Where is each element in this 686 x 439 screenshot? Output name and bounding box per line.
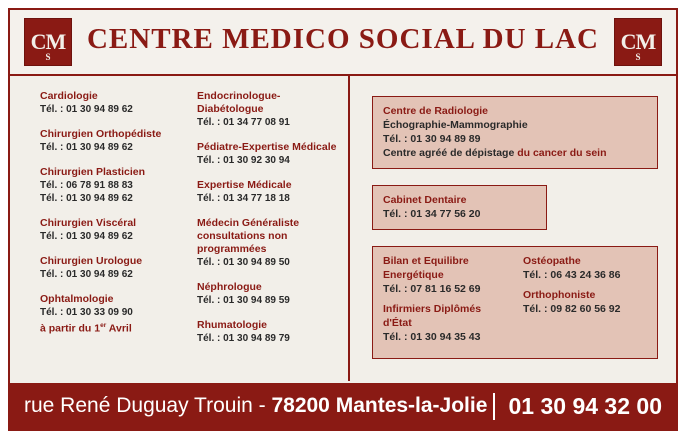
specialty-name: Chirurgien Orthopédiste bbox=[40, 128, 162, 140]
specialty-phone: Tél. : 01 30 94 89 79 bbox=[197, 333, 290, 344]
list-item bbox=[197, 179, 340, 205]
list-item bbox=[197, 281, 340, 307]
signboard bbox=[8, 8, 678, 431]
main-phone: 01 30 94 32 00 bbox=[493, 393, 662, 420]
address bbox=[24, 394, 493, 418]
specialty-name: Chirurgien Viscéral bbox=[40, 217, 137, 229]
logo-left-mark: CM bbox=[30, 29, 66, 54]
radiology-accreditation-black: Centre agréé de dépistage bbox=[383, 147, 518, 159]
specialties-section bbox=[10, 76, 350, 381]
list-item bbox=[40, 90, 183, 116]
specialty-phone: Tél. : 01 30 94 89 62 bbox=[40, 269, 133, 280]
logo-left bbox=[24, 18, 72, 66]
logo-right bbox=[614, 18, 662, 66]
address-city: 78200 Mantes-la-Jolie bbox=[271, 394, 488, 417]
list-item bbox=[40, 293, 183, 336]
specialty-name: Chirurgien Plasticien bbox=[40, 166, 146, 178]
specialties-column-2 bbox=[197, 90, 340, 381]
paramedical-column-right bbox=[523, 254, 647, 350]
dental-box bbox=[372, 185, 547, 230]
list-item bbox=[523, 254, 647, 282]
list-item bbox=[40, 166, 183, 205]
service-phone: Tél. : 07 81 16 52 69 bbox=[383, 283, 481, 295]
list-item bbox=[383, 254, 507, 296]
footer bbox=[10, 383, 676, 429]
list-item bbox=[383, 302, 507, 344]
specialty-phone: Tél. : 01 30 33 09 90 bbox=[40, 307, 133, 318]
list-item bbox=[197, 90, 340, 129]
specialty-name: Cardiologie bbox=[40, 90, 98, 102]
specialty-name: Rhumatologie bbox=[197, 319, 267, 331]
specialty-phone: Tél. : 01 30 94 89 59 bbox=[197, 295, 290, 306]
specialty-name: Chirurgien Urologue bbox=[40, 255, 143, 267]
dental-title: Cabinet Dentaire bbox=[383, 194, 467, 206]
specialty-name: Médecin Généraliste bbox=[197, 217, 300, 229]
service-phone: Tél. : 01 30 94 35 43 bbox=[383, 331, 481, 343]
specialty-phone: Tél. : 06 78 91 88 83 bbox=[40, 180, 133, 191]
radiology-accreditation bbox=[383, 146, 647, 160]
radiology-accreditation-red: du cancer du sein bbox=[517, 147, 607, 159]
address-street: rue René Duguay Trouin - bbox=[24, 394, 272, 417]
logo-right-mark: CM bbox=[620, 29, 656, 54]
specialty-phone: Tél. : 01 30 92 30 94 bbox=[197, 155, 290, 166]
body bbox=[10, 76, 676, 381]
services-section bbox=[350, 76, 676, 381]
dental-phone: Tél. : 01 34 77 56 20 bbox=[383, 208, 481, 220]
service-name: Orthophoniste bbox=[523, 289, 596, 301]
specialty-name: Expertise Médicale bbox=[197, 179, 292, 191]
service-phone: Tél. : 09 82 60 56 92 bbox=[523, 303, 621, 315]
service-name: Infirmiers Diplômés d'État bbox=[383, 303, 482, 329]
list-item bbox=[40, 255, 183, 281]
list-item bbox=[197, 141, 340, 167]
specialty-name: Néphrologue bbox=[197, 281, 262, 293]
specialty-phone: Tél. : 01 30 94 89 62 bbox=[40, 231, 133, 242]
specialty-note: consultations non programmées bbox=[197, 230, 288, 255]
specialty-phone-alt: Tél. : 01 30 94 89 62 bbox=[40, 193, 133, 204]
specialty-phone: Tél. : 01 30 94 89 62 bbox=[40, 142, 133, 153]
list-item bbox=[197, 217, 340, 269]
service-phone: Tél. : 06 43 24 36 86 bbox=[523, 269, 621, 281]
list-item bbox=[40, 128, 183, 154]
paramedical-box bbox=[372, 246, 658, 359]
list-item bbox=[197, 319, 340, 345]
specialty-phone: Tél. : 01 30 94 89 62 bbox=[40, 104, 133, 115]
radiology-title: Centre de Radiologie bbox=[383, 105, 489, 117]
service-name: Ostéopathe bbox=[523, 255, 581, 267]
specialty-phone: Tél. : 01 30 94 89 50 bbox=[197, 257, 290, 268]
service-name: Bilan et Equilibre Energétique bbox=[383, 255, 469, 281]
logo-left-sub: S bbox=[45, 52, 51, 62]
page-title: CENTRE MEDICO SOCIAL DU LAC bbox=[86, 23, 599, 55]
header bbox=[10, 10, 676, 76]
list-item bbox=[40, 217, 183, 243]
radiology-box bbox=[372, 96, 658, 169]
specialty-name: Endocrinologue-Diabétologue bbox=[197, 90, 281, 115]
radiology-subtitle: Échographie-Mammographie bbox=[383, 119, 528, 131]
specialty-phone: Tél. : 01 34 77 18 18 bbox=[197, 193, 290, 204]
specialty-note: à partir du 1er Avril bbox=[40, 322, 132, 335]
specialty-name: Pédiatre-Expertise Médicale bbox=[197, 141, 337, 153]
specialty-phone: Tél. : 01 34 77 08 91 bbox=[197, 117, 290, 128]
specialty-name: Ophtalmologie bbox=[40, 293, 114, 305]
radiology-phone: Tél. : 01 30 94 89 89 bbox=[383, 133, 481, 145]
logo-right-sub: S bbox=[635, 52, 641, 62]
paramedical-column-left bbox=[383, 254, 507, 350]
list-item bbox=[523, 288, 647, 316]
specialties-column-1 bbox=[40, 90, 183, 381]
